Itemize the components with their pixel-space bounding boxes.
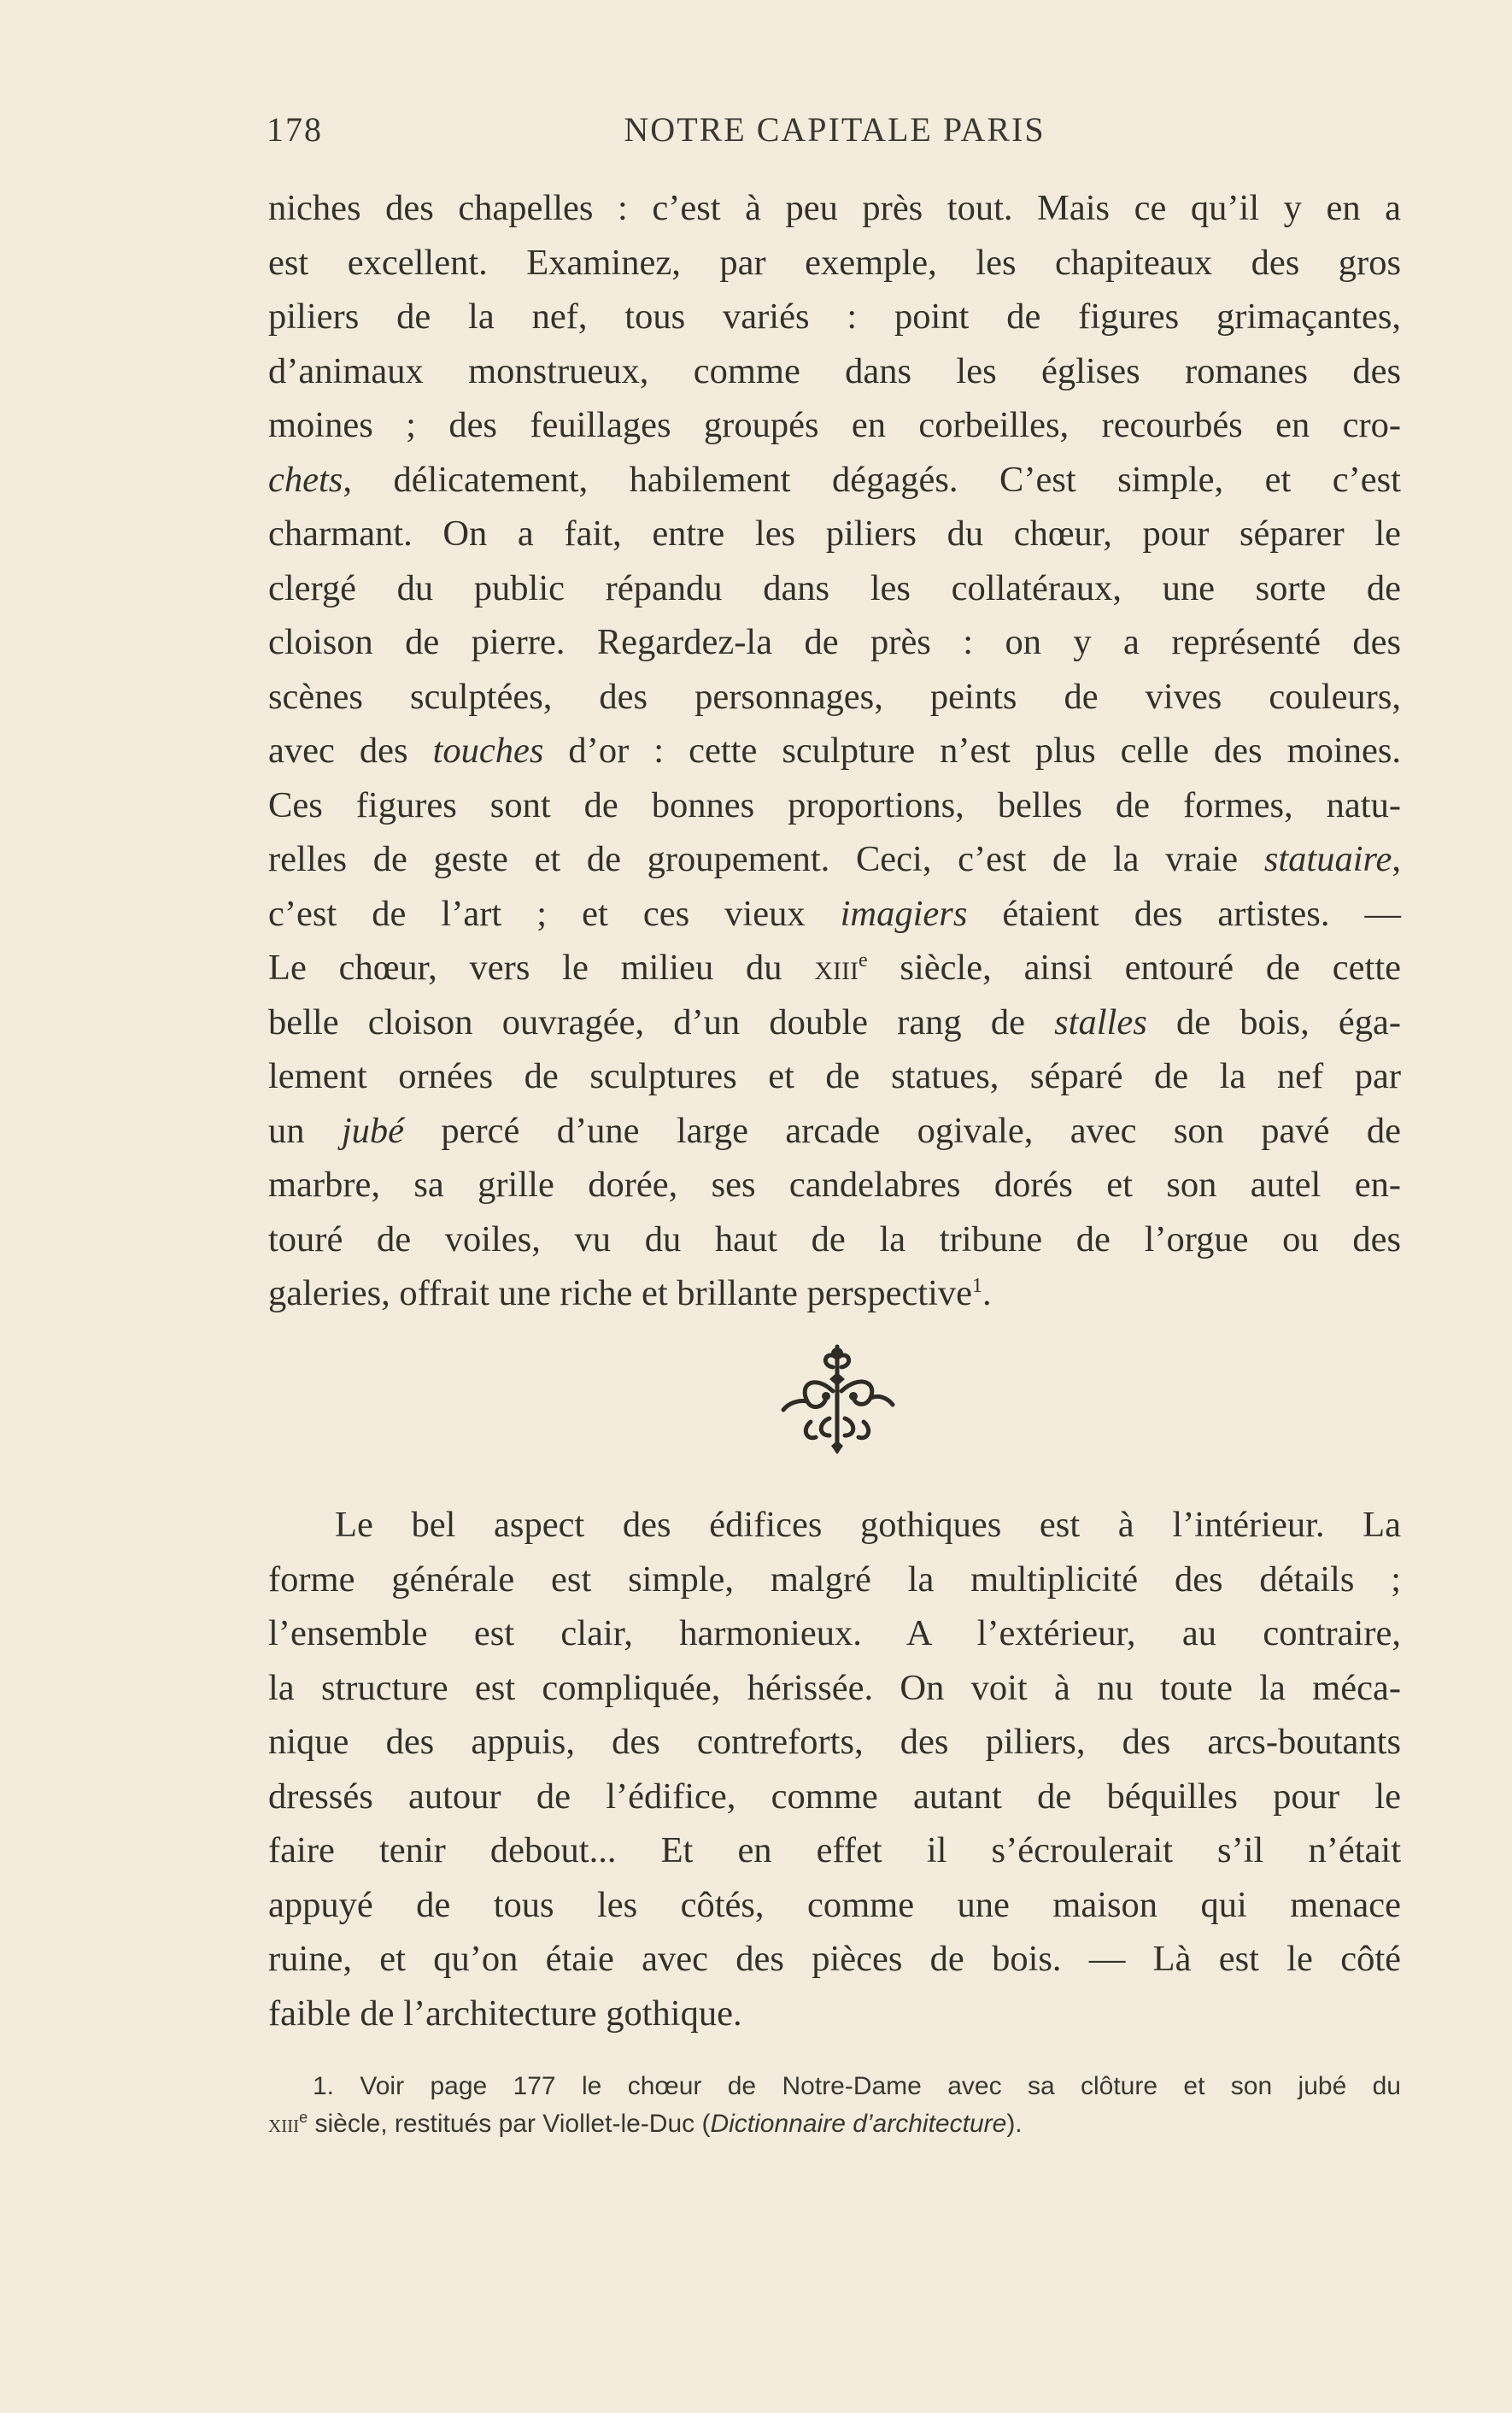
- text-line: d’animaux monstrueux, comme dans les églises romanes des: [268, 350, 1401, 391]
- footnote-marker: 1: [972, 1274, 983, 1297]
- text-line: lement ornées de sculptures et de statues, séparé de la nef par: [268, 1056, 1401, 1096]
- text-line: cloison de pierre. Regardez-la de près : on y a représenté des: [268, 622, 1401, 662]
- text-line: Ces figures sont de bonnes proportions, belles de formes, natu-: [268, 784, 1401, 825]
- century-numeral: xiii: [814, 948, 859, 988]
- text-line: c’est de l’art ; et ces vieux imagiers étaient des artistes. —: [268, 893, 1401, 934]
- footnote-line: xiii$^e$ siècle, restitués par Viollet-le-Duc (Dictionnaire d’architecture).: [268, 2109, 1023, 2138]
- text-line: l’ensemble est clair, harmonieux. A l’extérieur, au contraire,: [268, 1613, 1401, 1653]
- text-line: relles de geste et de groupement. Ceci, c’est de la vraie statuaire,: [268, 839, 1401, 879]
- italic-term: jubé: [341, 1110, 405, 1151]
- text-line: est excellent. Examinez, par exemple, les chapiteaux des gros: [268, 242, 1401, 283]
- text-line: marbre, sa grille dorée, ses candelabres dorés et son autel en-: [268, 1165, 1401, 1205]
- text-line: niches des chapelles : c’est à peu près tout. Mais ce qu’il y en a: [268, 188, 1401, 228]
- text-line: charmant. On a fait, entre les piliers du chœur, pour séparer le: [268, 514, 1401, 554]
- text-line: forme générale est simple, malgré la multiplicité des détails ;: [268, 1559, 1401, 1600]
- footnote: [268, 2068, 1401, 2143]
- text-line: Le bel aspect des édifices gothiques est à l’intérieur. La: [335, 1505, 1401, 1545]
- italic-term: chets: [268, 459, 343, 500]
- text-line: nique des appuis, des contreforts, des piliers, des arcs-boutants: [268, 1722, 1401, 1762]
- paragraph-choir: [268, 181, 1401, 1321]
- text-line: clergé du public répandu dans les collatéraux, une sorte de: [268, 567, 1401, 608]
- text-line: la structure est compliquée, hérissée. On voit à nu toute la méca-: [268, 1667, 1401, 1708]
- italic-term: touches: [432, 731, 544, 771]
- paragraph-gothic-exterior: [268, 1498, 1401, 2040]
- italic-term: statuaire: [1263, 839, 1392, 879]
- italic-term: imagiers: [840, 893, 968, 934]
- text-line: faible de l’architecture gothique.: [268, 1993, 742, 2034]
- italic-title: Dictionnaire d’architecture: [710, 2110, 1007, 2138]
- text-line: chets, délicatement, habilement dégagés. C’est simple, et c’est: [268, 459, 1401, 500]
- text-line: Le chœur, vers le milieu du xiii$^e$ siècle, ainsi entouré de cette: [268, 948, 1401, 988]
- text-line: ruine, et qu’on étaie avec des pièces de bois. — Là est le côté: [268, 1939, 1401, 1979]
- text-line: moines ; des feuillages groupés en corbeilles, recourbés en cro-: [268, 405, 1401, 445]
- text-line: un jubé percé d’une large arcade ogivale, avec son pavé de: [268, 1110, 1401, 1151]
- running-title: NOTRE CAPITALE PARIS: [624, 110, 1046, 149]
- text-line: touré de voiles, vu du haut de la tribune de l’orgue ou des: [268, 1218, 1401, 1259]
- italic-term: stalles: [1054, 1001, 1147, 1042]
- page-number: 178: [267, 110, 323, 149]
- footnote-line: 1. Voir page 177 le chœur de Notre-Dame avec sa clôture et son jubé du: [313, 2072, 1401, 2100]
- text-line: scènes sculptées, des personnages, peints de vives couleurs,: [268, 676, 1401, 717]
- text-line: belle cloison ouvragée, d’un double rang de stalles de bois, éga-: [268, 1001, 1401, 1042]
- text-line: dressés autour de l’édifice, comme autant de béquilles pour le: [268, 1776, 1401, 1817]
- century-numeral: xiii: [268, 2110, 300, 2138]
- text-line: appuyé de tous les côtés, comme une maison qui menace: [268, 1884, 1401, 1925]
- text-line: galeries, offrait une riche et brillante perspective$^1$.: [268, 1273, 992, 1313]
- text-line: avec des touches d’or : cette sculpture n’est plus celle des moines.: [268, 731, 1401, 771]
- running-header: [267, 109, 1403, 152]
- text-line: faire tenir debout... Et en effet il s’écroulerait s’il n’était: [268, 1830, 1401, 1870]
- text-line: piliers de la nef, tous variés : point de figures grimaçantes,: [268, 296, 1401, 337]
- fleuron-ornament-icon: [773, 1340, 901, 1459]
